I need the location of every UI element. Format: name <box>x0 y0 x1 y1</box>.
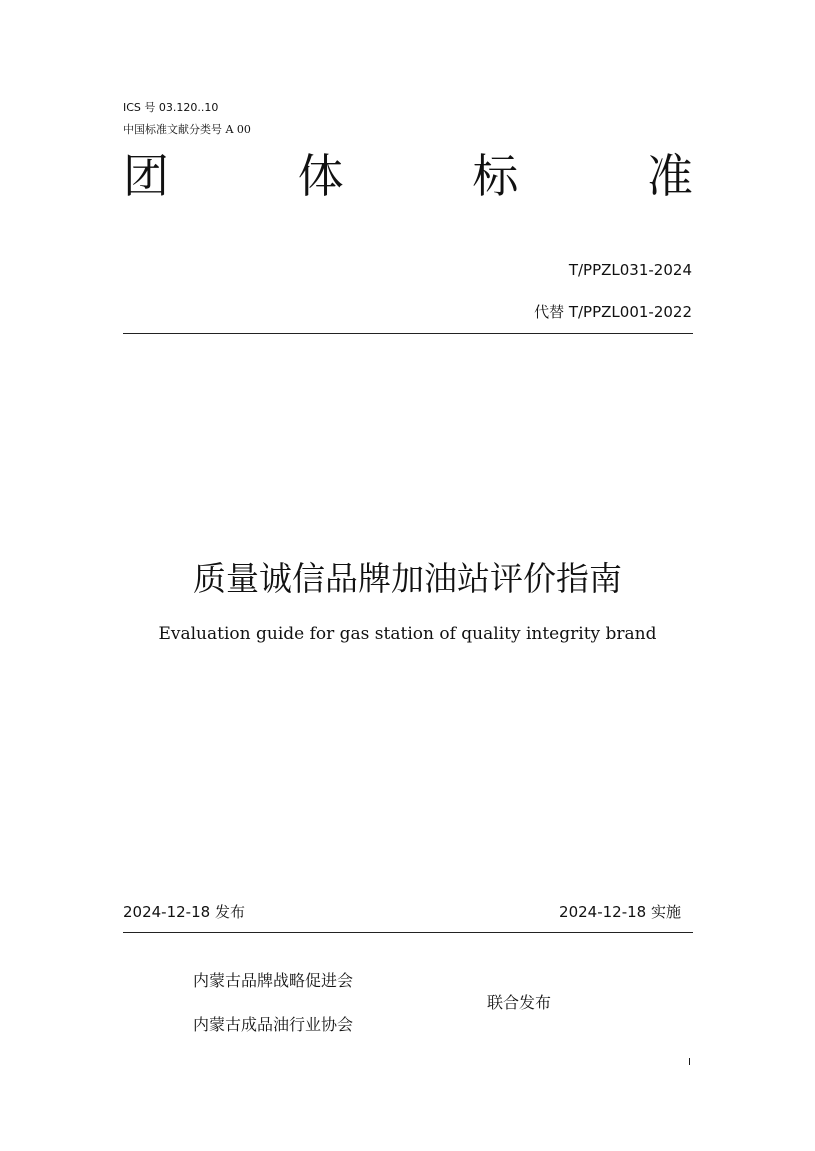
document-title-chinese: 质量诚信品牌加油站评价指南 <box>193 559 622 598</box>
issuer-org-1: 内蒙古品牌战略促进会 <box>193 971 354 990</box>
standard-number: T/PPZL031-2024 <box>568 261 692 279</box>
standard-type-char-1: 团 <box>123 149 169 203</box>
standard-type-heading <box>123 146 693 206</box>
joint-publish-label: 联合发布 <box>487 993 552 1012</box>
page-number: I <box>688 1057 691 1068</box>
ccs-number: 中国标准文献分类号 A 00 <box>123 123 251 136</box>
effective-date: 2024-12-18 实施 <box>559 903 681 921</box>
replaces-standard: 代替 T/PPZL001-2022 <box>534 303 692 321</box>
standard-type-char-3: 标 <box>472 149 519 203</box>
bottom-divider <box>123 932 693 933</box>
top-divider <box>123 333 693 334</box>
ics-number: ICS 号 03.120..10 <box>123 101 219 114</box>
publish-date: 2024-12-18 发布 <box>123 903 245 921</box>
standard-type-char-4: 准 <box>646 149 693 203</box>
issuer-org-2: 内蒙古成品油行业协会 <box>193 1015 354 1034</box>
document-title-english: Evaluation guide for gas station of quality integrity brand <box>158 624 657 644</box>
standard-type-char-2: 体 <box>297 149 344 203</box>
